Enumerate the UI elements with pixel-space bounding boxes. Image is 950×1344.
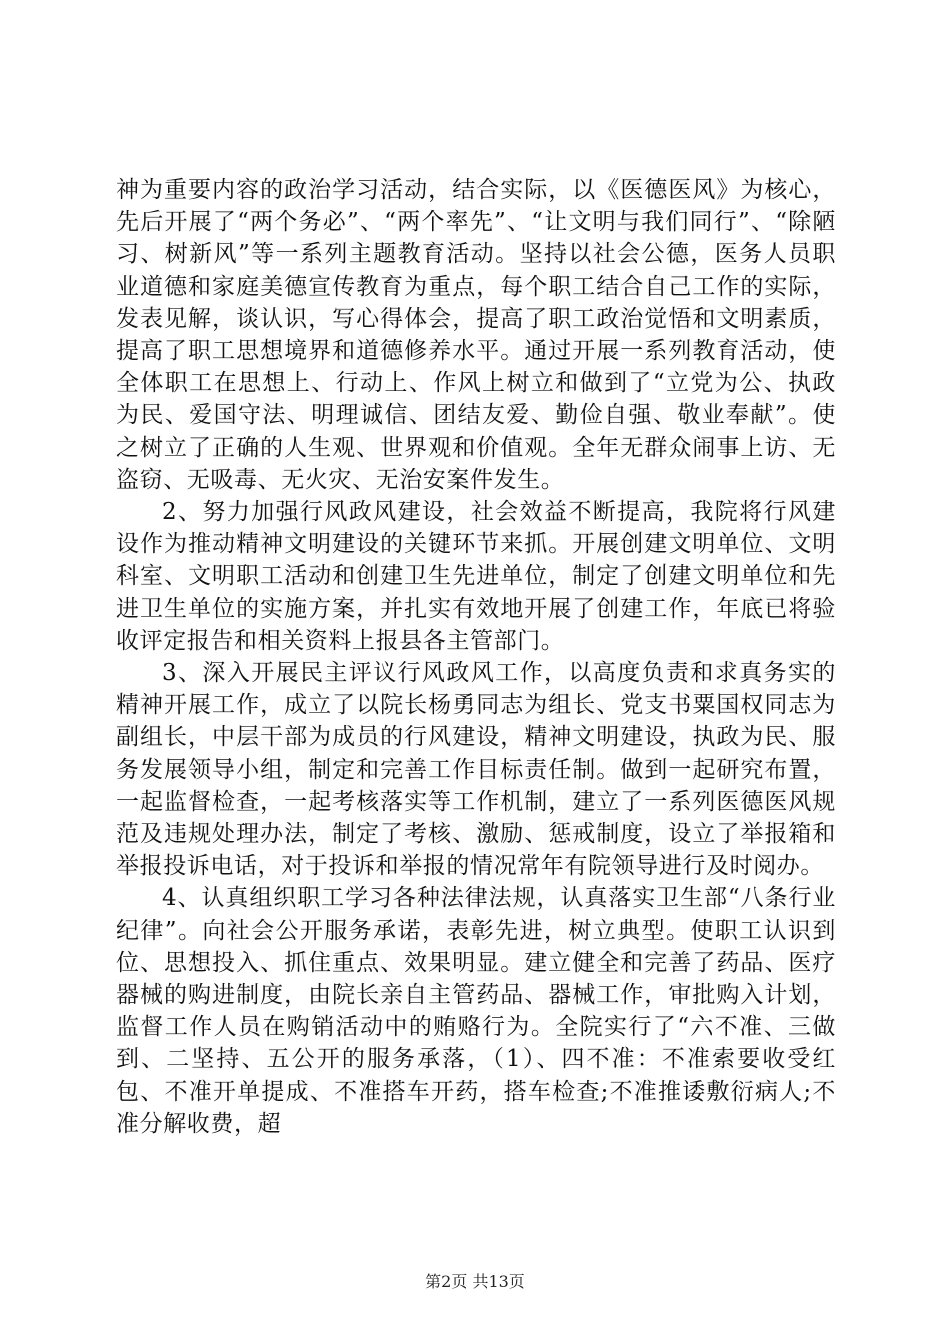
document-body (116, 174, 836, 1140)
page-number-footer: 第2页 共13页 (425, 1272, 525, 1291)
paragraph-1: 神为重要内容的政治学习活动，结合实际，以《医德医风》为核心，先后开展了“两个务必”、“两个率先”、“让文明与我们同行”、“除陋习、树新风”等一系列主题教育活动。坚持以社会公德，医务人员职业道德和家庭美德宣传教育为重点，每个职工结合自己工作的实际，发表见解，谈认识，写心得体会，提高了职工政治觉悟和文明素质，提高了职工思想境界和道德修养水平。通过开展一系列教育活动，使全体职工在思想上、行动上、作风上树立和做到了“立党为公、执政为民、爱国守法、明理诚信、团结友爱、勤俭自强、敬业奉献”。使之树立了正确的人生观、世界观和价值观。全年无群众闹事上访、无盗窃、无吸毒、无火灾、无治安案件发生。 (116, 177, 836, 493)
paragraph-3: 3、深入开展民主评议行风政风工作，以高度负责和求真务实的精神开展工作，成立了以院长杨勇同志为组长、党支书粟国权同志为副组长，中层干部为成员的行风建设，精神文明建设，执政为民、服务发展领导小组，制定和完善工作目标责任制。做到一起研究布置，一起监督检查，一起考核落实等工作机制，建立了一系列医德医风规范及违规处理办法，制定了考核、激励、惩戒制度，设立了举报箱和举报投诉电话，对于投诉和举报的情况常年有院领导进行及时阅办。 (116, 660, 836, 880)
paragraph-4: 4、认真组织职工学习各种法律法规，认真落实卫生部“八条行业纪律”。向社会公开服务承诺，表彰先进，树立典型。使职工认识到位、思想投入、抓住重点、效果明显。建立健全和完善了药品、医疗器械的购进制度，由院长亲自主管药品、器械工作，审批购入计划，监督工作人员在购销活动中的贿赂行为。全院实行了“六不准、三做到、二坚持、五公开的服务承落，（1）、四不准：不准索要收受红包、不准开单提成、不准搭车开药，搭车检查;不准推诿敷衍病人;不准分解收费，超 (116, 885, 836, 1137)
paragraph-2: 2、努力加强行风政风建设，社会效益不断提高，我院将行风建设作为推动精神文明建设的关键环节来抓。开展创建文明单位、文明科室、文明职工活动和创建卫生先进单位，制定了创建文明单位和先进卫生单位的实施方案，并扎实有效地开展了创建工作，年底已将验收评定报告和相关资料上报县各主管部门。 (116, 499, 836, 654)
